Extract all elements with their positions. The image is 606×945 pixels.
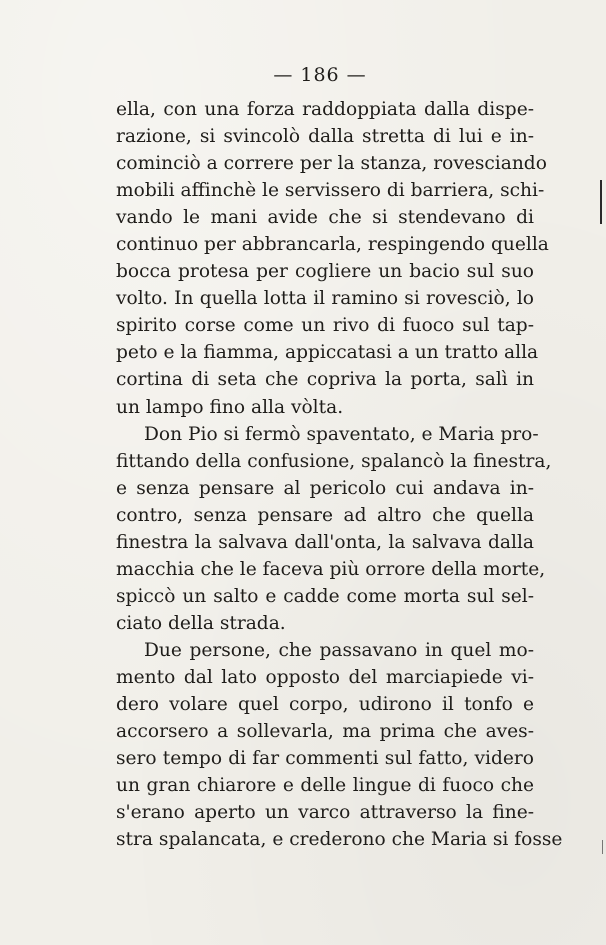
text-line: cortina di seta che copriva la porta, salì in — [116, 369, 534, 391]
text-line: sero tempo di far commenti sul fatto, videro — [116, 748, 534, 770]
paragraph — [116, 421, 552, 637]
text-line: Due persone, che passavano in quel mo- — [144, 639, 534, 661]
text-line: continuo per abbrancarla, respingendo quella — [116, 234, 549, 256]
text-line: peto e la fiamma, appiccatasi a un tratto alla — [116, 342, 539, 364]
text-line: un gran chiarore e delle lingue di fuoco che — [116, 775, 534, 797]
text-line: spiccò un salto e cadde come morta sul sel- — [116, 585, 534, 607]
page-number: — 186 — — [273, 64, 367, 86]
text-line: finestra la salvava dall'onta, la salvava dalla — [116, 531, 534, 553]
text-line: Don Pio si fermò spaventato, e Maria pro- — [144, 423, 539, 445]
paragraph — [116, 637, 563, 853]
text-line: mento dal lato opposto del marciapiede vi- — [116, 666, 534, 688]
text-line: ella, con una forza raddoppiata dalla dispe- — [116, 99, 534, 120]
text-line: cominciò a correre per la stanza, rovesciando — [116, 153, 547, 175]
text-line: razione, si svincolò dalla stretta di lui e in- — [116, 126, 534, 148]
text-line: stra spalancata, e crederono che Maria si fosse — [116, 829, 563, 851]
text-line: bocca protesa per cogliere un bacio sul suo — [116, 261, 534, 283]
text-line: spirito corse come un rivo di fuoco sul tap- — [116, 315, 534, 337]
text-line: fittando della confusione, spalancò la finestra, — [116, 450, 552, 472]
text-line: volto. In quella lotta il ramino si rovesciò, lo — [116, 288, 534, 310]
text-line: dero volare quel corpo, udirono il tonfo e — [116, 694, 534, 716]
page-edge-mark — [602, 840, 603, 854]
text-line: ciato della strada. — [116, 612, 286, 634]
text-line: mobili affinchè le servissero di barriera, schi- — [116, 180, 545, 202]
paragraph — [116, 96, 549, 421]
text-line: vando le mani avide che si stendevano di — [116, 207, 534, 229]
text-line: s'erano aperto un varco attraverso la fine- — [116, 802, 534, 824]
text-line: accorsero a sollevarla, ma prima che aves- — [116, 721, 534, 743]
text-line: un lampo fino alla vòlta. — [116, 396, 344, 418]
body-text — [116, 96, 563, 853]
text-line: macchia che le faceva più orrore della morte, — [116, 558, 546, 580]
text-line: e senza pensare al pericolo cui andava in- — [116, 477, 534, 499]
text-line: contro, senza pensare ad altro che quella — [116, 504, 534, 526]
page-edge-mark — [600, 180, 602, 224]
